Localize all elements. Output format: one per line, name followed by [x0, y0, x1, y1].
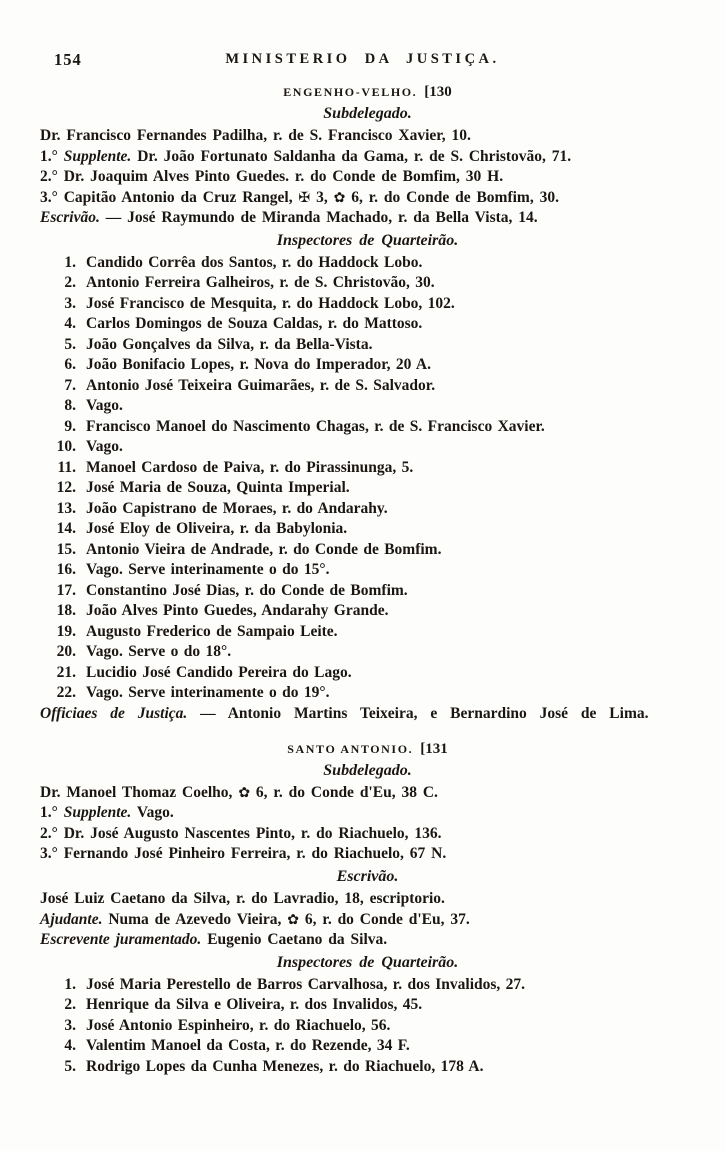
list-item: [40, 519, 695, 540]
text-segment: 1.°: [40, 147, 64, 165]
list-item: [40, 314, 695, 335]
text-line: [40, 704, 695, 725]
subheading: Escrivão.: [336, 867, 399, 885]
subheading: Subdelegado.: [323, 761, 412, 779]
rosette-medal-icon: ✿: [238, 784, 251, 801]
item-number: 18.: [56, 602, 76, 620]
item-number: 13.: [56, 499, 76, 517]
item-text: Antonio Ferreira Galheiros, r. de S. Christovão, 30.: [86, 274, 435, 292]
item-number: 20.: [56, 643, 76, 661]
item-text: Vago. Serve o do 18°.: [86, 643, 232, 661]
item-text: Valentim Manoel da Costa, r. do Rezende, 34 F.: [86, 1037, 410, 1055]
item-text: Vago. Serve interinamente o do 19°.: [86, 684, 330, 702]
text-segment: Dr. Manoel Thomaz Coelho,: [40, 783, 239, 801]
text-line: [40, 208, 695, 229]
page-number: 154: [54, 50, 82, 69]
item-number: 1.: [64, 253, 76, 271]
item-number: 12.: [56, 479, 76, 497]
rosette-medal-icon: ✿: [333, 189, 346, 206]
item-number: 2.: [64, 996, 76, 1014]
text-line: [40, 167, 695, 188]
item-number: 5.: [64, 1057, 76, 1075]
text-line: [40, 910, 695, 931]
text-segment: Eugenio Caetano da Silva.: [201, 931, 388, 949]
list-item: [40, 1036, 695, 1057]
role-label: Escrevente juramentado.: [40, 931, 202, 949]
subheading: Inspectores de Quarteirão.: [276, 953, 459, 971]
text-segment: — Antonio Martins Teixeira, e Bernardino José de Lima.: [187, 704, 649, 722]
text-line: [40, 844, 695, 865]
text-segment: 2.° Dr. Joaquim Alves Pinto Guedes. r. do Conde de Bomfim, 30 H.: [40, 168, 504, 186]
item-number: 4.: [64, 1037, 76, 1055]
text-line: [40, 824, 695, 845]
item-text: Lucidio José Candido Pereira do Lago.: [86, 663, 352, 681]
text-segment: Numa de Azevedo Vieira,: [102, 910, 288, 928]
list-item: [40, 396, 695, 417]
list-item: [40, 601, 695, 622]
list-item: [40, 417, 695, 438]
list-item: [40, 1016, 695, 1037]
section-column-ref: [131: [420, 740, 448, 757]
list-item: [40, 376, 695, 397]
text-line: [40, 126, 695, 147]
item-number: 15.: [56, 540, 76, 558]
item-number: 6.: [64, 356, 76, 374]
item-number: 5.: [64, 335, 76, 353]
list-item: [40, 683, 695, 704]
item-text: Rodrigo Lopes da Cunha Menezes, r. do Riachuelo, 178 A.: [86, 1057, 484, 1075]
text-segment: 3,: [310, 188, 334, 206]
item-text: Manoel Cardoso de Paiva, r. do Pirassinunga, 5.: [86, 458, 414, 476]
section-column-ref: [130: [424, 84, 452, 100]
list-item: [40, 560, 695, 581]
text-segment: Dr. Francisco Fernandes Padilha, r. de S. Francisco Xavier, 10.: [40, 127, 471, 144]
district-section-santo-antonio: [40, 725, 695, 1078]
page-header: [40, 50, 695, 72]
text-line: [40, 147, 695, 168]
role-label: Supplente.: [63, 804, 132, 822]
list-item: [40, 294, 695, 315]
role-label: Officiaes de Justiça.: [40, 704, 188, 722]
item-number: 2.: [64, 274, 76, 292]
subheading: Subdelegado.: [323, 105, 412, 122]
section-gap: [40, 725, 695, 732]
list-item: [40, 437, 695, 458]
list-item: [40, 663, 695, 684]
text-segment: 3.° Fernando José Pinheiro Ferreira, r. do Riachuelo, 67 N.: [40, 845, 447, 863]
text-line: [40, 803, 695, 824]
text-line: [40, 188, 695, 209]
item-text: José Maria Perestello de Barros Carvalhosa, r. dos Invalidos, 27.: [86, 975, 526, 993]
item-number: 16.: [56, 561, 76, 579]
list-item: [40, 1057, 695, 1078]
list-item: [40, 540, 695, 561]
item-number: 19.: [56, 622, 76, 640]
item-text: Vago. Serve interinamente o do 15°.: [86, 561, 330, 579]
text-segment: 1.°: [40, 804, 64, 822]
list-item: [40, 458, 695, 479]
item-text: José Eloy de Oliveira, r. da Babylonia.: [86, 520, 348, 538]
section-heading: [40, 741, 695, 758]
item-text: Antonio Vieira de Andrade, r. do Conde de Bomfim.: [86, 540, 442, 558]
list-item: [40, 355, 695, 376]
text-segment: 3.° Capitão Antonio da Cruz Rangel,: [40, 188, 299, 206]
text-segment: José Luiz Caetano da Silva, r. do Lavradio, 18, escriptorio.: [40, 889, 445, 907]
item-number: 7.: [64, 376, 76, 394]
item-number: 9.: [64, 417, 76, 435]
item-text: Carlos Domingos de Souza Caldas, r. do Mattoso.: [86, 315, 423, 333]
list-item: [40, 642, 695, 663]
text-segment: 2.° Dr. José Augusto Nascentes Pinto, r. do Riachuelo, 136.: [40, 824, 442, 842]
item-number: 21.: [56, 663, 76, 681]
page-body: [40, 84, 695, 1077]
item-text: José Maria de Souza, Quinta Imperial.: [86, 479, 350, 497]
item-text: Antonio José Teixeira Guimarães, r. de S. Salvador.: [86, 376, 436, 394]
item-number: 4.: [64, 315, 76, 333]
text-segment: — José Raymundo de Miranda Machado, r. da Bella Vista, 14.: [99, 209, 538, 227]
item-text: Vago.: [86, 438, 123, 456]
list-item: [40, 478, 695, 499]
item-number: 22.: [56, 684, 76, 702]
item-text: José Antonio Espinheiro, r. do Riachuelo, 56.: [86, 1016, 391, 1034]
text-line: [40, 783, 695, 804]
item-text: Candido Corrêa dos Santos, r. do Haddock Lobo.: [86, 253, 423, 271]
list-item: [40, 273, 695, 294]
rosette-medal-icon: ✿: [287, 911, 299, 928]
list-item: [40, 253, 695, 274]
list-item: [40, 499, 695, 520]
text-segment: Vago.: [131, 804, 174, 822]
role-label: Escrivão.: [40, 209, 100, 227]
list-item: [40, 335, 695, 356]
running-head-title: MINISTERIO DA JUSTIÇA.: [225, 51, 500, 67]
role-label: Ajudante.: [40, 910, 103, 928]
text-line: [40, 930, 695, 951]
list-item: [40, 622, 695, 643]
text-segment: 6, r. do Conde d'Eu, 38 C.: [250, 783, 438, 801]
item-text: Constantino José Dias, r. do Conde de Bomfim.: [86, 581, 408, 599]
list-item: [40, 581, 695, 602]
item-text: João Capistrano de Moraes, r. do Andarahy.: [86, 499, 388, 517]
item-text: João Gonçalves da Silva, r. da Bella-Vista.: [86, 335, 373, 353]
item-text: Francisco Manoel do Nascimento Chagas, r. de S. Francisco Xavier.: [86, 417, 545, 435]
section-title: SANTO ANTONIO.: [287, 741, 414, 756]
item-text: Augusto Frederico de Sampaio Leite.: [86, 622, 338, 640]
item-number: 11.: [57, 458, 76, 476]
list-item: [40, 995, 695, 1016]
district-section-engenho-velho: [40, 84, 695, 725]
item-number: 10.: [56, 438, 76, 456]
text-segment: 6, r. do Conde d'Eu, 37.: [298, 910, 470, 928]
item-text: Henrique da Silva e Oliveira, r. dos Invalidos, 45.: [86, 996, 423, 1014]
item-text: João Bonifacio Lopes, r. Nova do Imperador, 20 A.: [86, 356, 431, 374]
section-heading: [40, 84, 695, 101]
text-segment: 6, r. do Conde de Bomfim, 30.: [345, 188, 559, 206]
subheading: Inspectores de Quarteirão.: [276, 231, 459, 249]
role-label: Supplente.: [63, 147, 132, 165]
text-line: [40, 889, 695, 910]
item-number: 14.: [56, 520, 76, 538]
item-number: 3.: [64, 1016, 76, 1034]
item-number: 8.: [64, 397, 76, 415]
item-number: 1.: [64, 975, 76, 993]
item-text: Vago.: [86, 397, 123, 415]
cross-of-christ-icon: ✠: [298, 189, 311, 206]
item-number: 3.: [64, 294, 76, 312]
text-segment: Dr. João Fortunato Saldanha da Gama, r. de S. Christovão, 71.: [131, 147, 572, 165]
section-title: ENGENHO-VELHO.: [283, 85, 418, 99]
item-text: João Alves Pinto Guedes, Andarahy Grande.: [86, 602, 389, 620]
list-item: [40, 975, 695, 996]
item-number: 17.: [56, 581, 76, 599]
item-text: José Francisco de Mesquita, r. do Haddock Lobo, 102.: [86, 294, 455, 312]
